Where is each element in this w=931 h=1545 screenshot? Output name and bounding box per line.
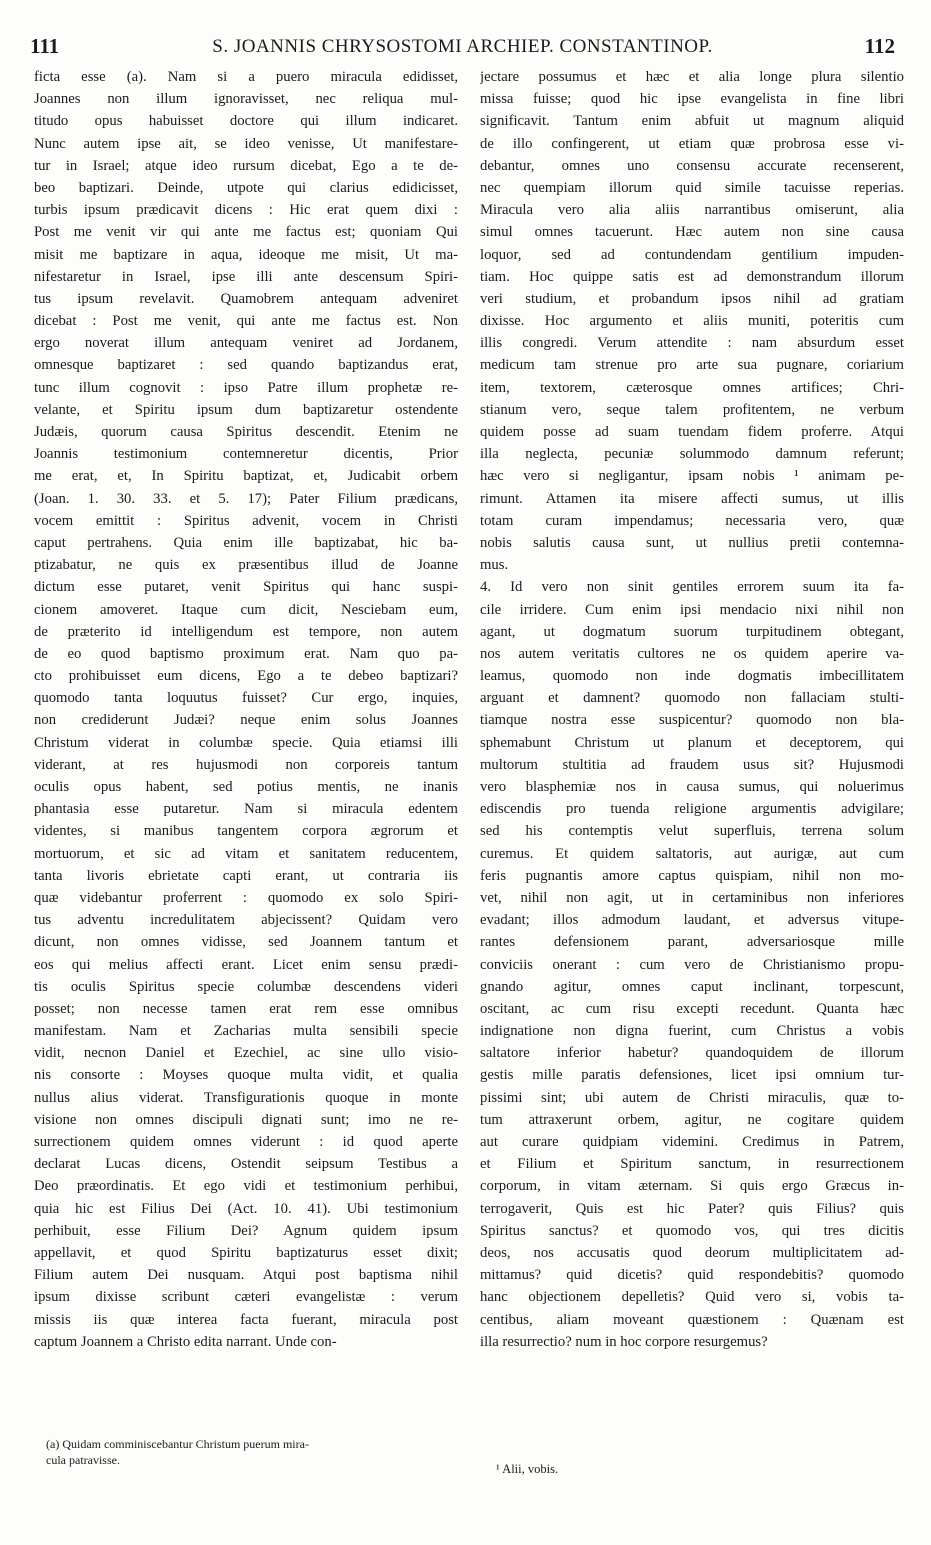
text-line: cionem amoveret. Itaque cum dicit, Nesciebam eum,	[34, 601, 458, 618]
text-line: rimunt. Attamen ita misere affecti sumus, ut illis	[480, 490, 904, 507]
text-line: quæ videbantur proferrent : quomodo ex solo Spiri-	[34, 889, 458, 906]
text-line: manifestam. Nam et Zacharias multa sensibili specie	[34, 1023, 458, 1040]
text-line: item, textorem, cæterosque omnes artifices; Chri-	[480, 379, 904, 396]
text-line: feris pugnantis amore captus quispiam, nihil non mo-	[480, 867, 904, 884]
text-line: totam curam impendamus; necessaria vero, quæ	[480, 512, 904, 529]
text-line: me erat, et, In Spiritu baptizat, et, Judicabit orbem	[34, 468, 458, 485]
text-line: stianum vero, seque talem profitentem, ne verbum	[480, 401, 904, 418]
text-line: agant, ut dogmatum suorum turpitudinem obtegant,	[480, 623, 904, 640]
text-line: vocem emittit : Spiritus advenit, vocem in Christi	[34, 512, 458, 529]
text-line: ediscendis pro tuenda religione argumentis advigilare;	[480, 801, 904, 818]
text-line: Miracula vero alia aliis narrantibus omiserunt, alia	[480, 202, 904, 219]
text-line: sed his contemptis velut superfluis, terrena solum	[480, 823, 904, 840]
text-line: oscitant, ac cum risu excepti recedunt. Quanta hæc	[480, 1000, 904, 1017]
text-line: caput pertrahens. Quia enim ille baptizabat, hic ba-	[34, 534, 458, 551]
right-column	[480, 66, 904, 1353]
text-line: illa neglecta, pecuniæ solummodo damnum referunt;	[480, 446, 904, 463]
text-line: Joannes non illum ignoravisset, nec reliqua mul-	[34, 91, 458, 108]
text-line: mittamus? quid dicetis? quid respondebitis? quomodo	[480, 1267, 904, 1284]
text-line: corporum, in vitam æternam. Si quis ergo Græcus in-	[480, 1178, 904, 1195]
text-line: nis consorte : Moyses quoque multa vidit, et qualia	[34, 1067, 458, 1084]
text-line: indignatione non digna fuerint, cum Christus a vobis	[480, 1023, 904, 1040]
text-line: simul omnes tacuerunt. Hæc autem non sine causa	[480, 224, 904, 241]
text-line: medicum tam strenue pro arte sua pugnare, coriarium	[480, 357, 904, 374]
text-line: curemus. Et quidem saltatoris, aut aurigæ, aut cum	[480, 845, 904, 862]
text-line: tur in Israel; atque ideo rursum dicebat, Ego a te de-	[34, 157, 458, 174]
page-number-left: 111	[30, 34, 60, 58]
text-line: evadant; illos admodum laudant, et adversus vitupe-	[480, 912, 904, 929]
text-line: nec quempiam illorum quid simile tacuisse reperias.	[480, 179, 904, 196]
text-line: misit me baptizare in aqua, ideoque me misit, Ut ma-	[34, 246, 458, 263]
text-line: dicunt, non omnes vidisse, sed Joannem tantum et	[34, 934, 458, 951]
text-line: loquor, sed ad contundendam gentilium impuden-	[480, 246, 904, 263]
text-line: Post me venit vir qui ante me factus est; quoniam Qui	[34, 224, 458, 241]
text-line: appellavit, et quod Spiritu baptizaturus esset dixit;	[34, 1244, 458, 1261]
text-line: vidit, necnon Daniel et Ezechiel, ac sine ullo visio-	[34, 1045, 458, 1062]
text-line: de illo confingerent, ut etiam quæ probrosa esse vi-	[480, 135, 904, 152]
text-line: beo baptizari. Deinde, utpote qui clarius edidicisset,	[34, 179, 458, 196]
text-line: terrogaverit, Quis est hic Pater? quis Filius? quis	[480, 1200, 904, 1217]
text-line: leamus, quomodo non inde dogmatis imbecillitatem	[480, 668, 904, 685]
text-line: aut curare quidpiam videmini. Credimus in Patrem,	[480, 1134, 904, 1150]
text-line: cto prohibuisset eum dicens, Ego a te debeo baptizari?	[34, 668, 458, 685]
text-line: tiam. Hoc quippe satis est ad demonstrandum illorum	[480, 268, 904, 285]
text-line: ptizabatur, ne quis ex præsentibus illud de Joanne	[34, 557, 458, 574]
text-line: perhibuit, esse Filium Dei? Agnum quidem ipsum	[34, 1222, 458, 1239]
text-line: (Joan. 1. 30. 33. et 5. 17); Pater Filium prædicans,	[34, 490, 458, 507]
text-line: tanta livoris ebrietate capti erant, ut contraria iis	[34, 867, 458, 884]
text-line: Deo præordinatis. Et ego vidi et testimonium perhibui,	[34, 1178, 458, 1195]
text-line: mortuorum, et sic ad vitam et sanitatem reducentem,	[34, 845, 458, 862]
text-line: multorum stultitia ad fraudem usus sit? Hujusmodi	[480, 756, 904, 773]
page-number-right: 112	[864, 34, 895, 58]
footnote-right: ¹ Alii, vobis.	[496, 1462, 559, 1476]
text-line: jectare possumus et hæc et alia longe plura silentio	[480, 69, 904, 85]
footnote-left	[46, 1436, 458, 1468]
running-title: S. JOANNIS CHRYSOSTOMI ARCHIEP. CONSTANTINOP.	[212, 36, 713, 57]
text-line: saltatore inferior habetur? quandoquidem de illorum	[480, 1045, 904, 1062]
text-line: gestis mille paratis defensiones, licet ipsi omnium tur-	[480, 1067, 904, 1084]
text-line: ficta esse (a). Nam si a puero miracula edidisset,	[34, 69, 458, 85]
text-line: captum Joannem a Christo edita narrant. Unde con-	[34, 1333, 337, 1350]
text-line: 4. Id vero non sinit gentiles errorem suum ita fa-	[480, 579, 904, 596]
text-line: veri studium, et probandum ipsos nihil ad gratiam	[480, 290, 904, 307]
text-line: ipsum dixisse scribunt cæteri evangelistæ : verum	[34, 1289, 458, 1306]
text-line: nullus alius viderat. Transfigurationis quoque in monte	[34, 1089, 458, 1106]
left-column	[34, 66, 458, 1353]
text-line: hæc vero si negligantur, ipsam nobis ¹ animam pe-	[480, 468, 904, 485]
text-line: vet, nihil non agit, ut in certaminibus non inferiores	[480, 889, 904, 906]
text-line: quia hic est Filius Dei (Act. 10. 41). Ubi testimonium	[34, 1200, 458, 1217]
footnote-line: cula patravisse.	[46, 1453, 120, 1467]
text-line: missis iis quæ interea facta fuerant, miracula post	[34, 1311, 458, 1328]
text-line: omnesque baptizaret : sed quando baptizandus erat,	[34, 357, 458, 374]
text-line: tum attraxerunt orbem, agitur, ne cogitare quidem	[480, 1111, 904, 1128]
text-line: viderant, at res hujusmodi non corporeis tantum	[34, 756, 458, 773]
text-line: mus.	[480, 557, 509, 574]
text-line: Filium autem Dei nusquam. Atqui post baptisma nihil	[34, 1267, 458, 1284]
text-line: pissimi sint; ubi autem de Christi miraculis, quæ to-	[480, 1089, 904, 1106]
text-line: dixisse. Hoc argumento et aliis muniti, poteritis cum	[480, 313, 904, 330]
text-line: ergo noverat illum antequam veniret ad Jordanem,	[34, 335, 458, 352]
text-line: rantes defensionem parant, adversariosque mille	[480, 934, 904, 951]
text-line: vero blasphemiæ nos in causa sumus, qui noluerimus	[480, 779, 904, 795]
text-line: surrectionem quidem omnes viderunt : id quod aperte	[34, 1134, 458, 1150]
text-line: Joannis testimonium contemneretur dicentis, Prior	[34, 446, 458, 463]
footnote-line: (a) Quidam comminiscebantur Christum puerum mira-	[46, 1437, 309, 1451]
text-line: de præterito id intelligendum est tempore, non autem	[34, 623, 458, 640]
text-line: centibus, aliam moveant quæstionem : Quænam est	[480, 1311, 904, 1328]
text-line: debantur, omnes uno consensu accurate recenserent,	[480, 157, 904, 174]
text-line: sphemabunt Christum ut planum et deceptorem, qui	[480, 734, 904, 751]
text-line: tus adventu incredulitatem abjecissent? Quidam vero	[34, 912, 458, 929]
running-header	[30, 34, 895, 60]
text-line: illis congredi. Verum attendite : nam absurdum esset	[480, 335, 904, 352]
text-line: posset; non necesse tamen erat rem esse omnibus	[34, 1000, 458, 1017]
text-line: velante, et Spiritu ipsum dum baptizaretur ostendente	[34, 401, 458, 418]
text-line: visione non omnes discipuli dignati sunt; imo ne re-	[34, 1111, 458, 1128]
text-line: oculis opus habent, sed potius mentis, ne inanis	[34, 779, 458, 795]
text-line: Spiritus sanctus? et quomodo vos, qui tres dicitis	[480, 1222, 904, 1239]
text-line: tis oculis Spiritus specie columbæ descendens videri	[34, 978, 458, 995]
text-line: tiamque nostra esse suspicentur? quomodo non bla-	[480, 712, 904, 729]
text-line: quomodo tanta loquutus fuisset? Cur ergo, inquies,	[34, 690, 458, 707]
text-line: et Filium et Spiritum sanctum, in resurrectionem	[480, 1156, 904, 1173]
text-line: dicebat : Post me venit, qui ante me factus est. Non	[34, 313, 458, 330]
text-line: gnando agitur, omnes caput inclinant, torpescunt,	[480, 978, 904, 995]
text-line: missa fuisse; quod hic ipse evangelista in fine libri	[480, 91, 904, 108]
text-line: titudo opus habuisset doctore qui illum indicaret.	[34, 113, 458, 130]
text-line: deos, nos accusatis quod deorum multiplicitatem ad-	[480, 1244, 904, 1261]
text-line: nifestaretur in Israel, ipse illi ante descensum Spiri-	[34, 268, 458, 285]
text-line: de eo quod baptismo proximum erat. Nam quo pa-	[34, 645, 458, 662]
text-line: quidem posse ad suam tuendam fidem proferre. Atqui	[480, 424, 904, 440]
text-line: dictum esse putaret, venit Spiritus qui hanc suspi-	[34, 579, 458, 596]
text-line: hanc objectionem depelletis? Quid vero si, vobis ta-	[480, 1289, 904, 1306]
text-line: tus ipsum revelavit. Quamobrem antequam adveniret	[34, 290, 458, 307]
text-line: significavit. Tantum enim abfuit ut magnum aliquid	[480, 113, 904, 130]
text-line: cile irridere. Cum enim ipsi mendacio nixi nihil non	[480, 601, 904, 618]
text-line: conviciis onerant : cum vero de Christianismo propu-	[480, 956, 904, 973]
text-line: Judæis, quorum causa Spiritus descendit. Etenim ne	[34, 424, 458, 440]
text-line: tunc illum cognovit : ipso Patre illum prophetæ re-	[34, 379, 458, 396]
text-line: non crediderunt Judæi? neque enim solus Joannes	[34, 712, 458, 729]
text-line: videntes, si manibus tangentem corpora ægrorum et	[34, 823, 458, 840]
text-line: arguant et damnent? quomodo non fallaciam stulti-	[480, 690, 904, 707]
text-line: illa resurrectio? num in hoc corpore resurgemus?	[480, 1333, 768, 1350]
text-line: Christum viderat in columbæ specie. Quia etiamsi illi	[34, 734, 458, 751]
text-line: Nunc autem ipse ait, se ideo venisse, Ut manifestare-	[34, 135, 458, 152]
text-line: phantasia esse putaretur. Nam si miracula edentem	[34, 801, 458, 818]
text-line: nobis salutis causa sunt, ut nullius pretii contemna-	[480, 534, 904, 551]
text-line: nos autem veritatis cultores ne os quidem aperire va-	[480, 645, 904, 662]
text-line: eos qui melius affecti erant. Licet enim sensu prædi-	[34, 956, 458, 973]
text-line: turbis ipsum prædicavit dicens : Hic erat quem dixi :	[34, 202, 458, 219]
text-line: declarat Lucas dicens, Ostendit seipsum Testibus a	[34, 1156, 458, 1173]
